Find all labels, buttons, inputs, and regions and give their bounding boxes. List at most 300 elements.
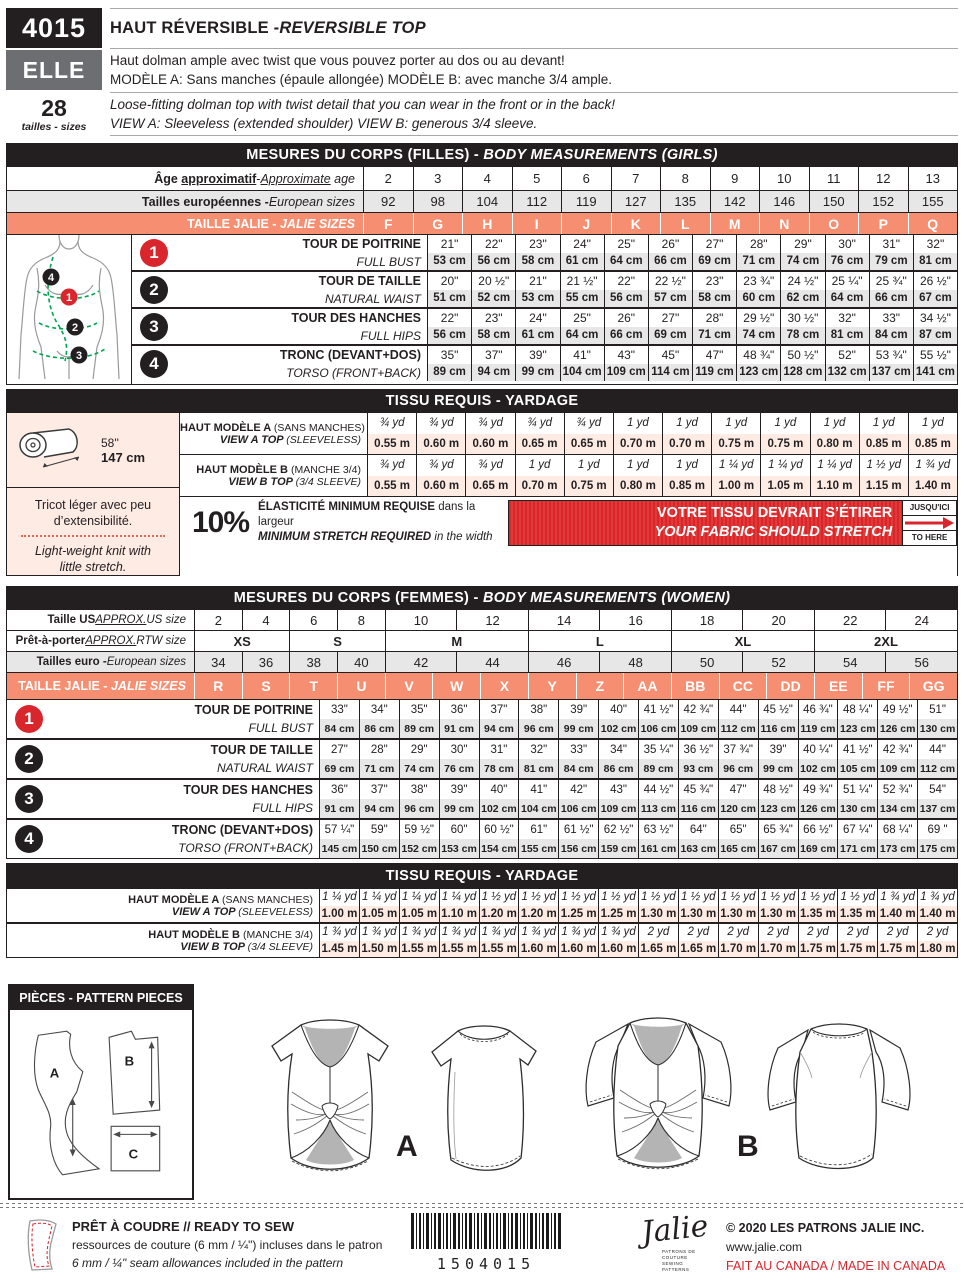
row-label-en: FULL BUST [356, 254, 421, 269]
value-cell: 1 ½ yd 1.30 m [638, 889, 678, 922]
legal-block [726, 1219, 945, 1276]
size-cell: 22 [814, 610, 886, 630]
row-number-badge: 3 [140, 313, 168, 341]
women-measurement-table [6, 700, 958, 859]
value-cell: 39" 99 cm [758, 740, 798, 778]
value-cell: 1 ¾ yd 1.50 m [359, 924, 399, 957]
value-cell: ¾ yd 0.55 m [367, 413, 416, 454]
ready-to-sew-icon [22, 1217, 62, 1273]
view-a-label: A [396, 1130, 418, 1163]
value-cell: 67 ¼" 171 cm [837, 820, 877, 858]
measurement-row-waist [132, 270, 957, 307]
size-cell: 4 [462, 167, 512, 190]
value-cell: 1 ¼ yd 1.00 m [711, 455, 760, 496]
value-cell: 1 ¼ yd 1.05 m [359, 889, 399, 922]
value-cell: 37" 94 cm [359, 780, 399, 818]
size-cell: 12 [858, 167, 908, 190]
value-cell: 40" 102 cm [598, 700, 638, 738]
size-cell: 42 [385, 652, 457, 672]
value-cell: 21" 53 cm [427, 235, 471, 270]
value-cell: 23 ¾" 60 cm [736, 272, 780, 307]
pattern-number-box: 4015 [6, 8, 102, 48]
women-section-title [6, 586, 958, 610]
value-cell: 33" 84 cm [869, 309, 913, 344]
value-cell: 1 yd 0.70 m [515, 455, 564, 496]
size-cell: 8 [660, 167, 710, 190]
value-cell: 1 ½ yd 1.35 m [798, 889, 838, 922]
header-block [6, 8, 958, 136]
value-cell: 48 ¾" 123 cm [736, 346, 780, 381]
value-cell: 25 ¾" 66 cm [869, 272, 913, 307]
row-number-badge: 3 [15, 785, 43, 813]
value-cell: 1 ¼ yd 1.05 m [399, 889, 439, 922]
yardage-row-view-b [180, 455, 957, 497]
value-cell: 28" 71 cm [359, 740, 399, 778]
value-cell: 36 ½" 93 cm [678, 740, 718, 778]
value-cell: 2 yd 1.70 m [758, 924, 798, 957]
value-cell: 1 ½ yd 1.20 m [479, 889, 519, 922]
row-values [319, 740, 957, 778]
value-cell: 1 yd 0.80 m [613, 455, 662, 496]
value-cell: 1 yd 0.75 m [760, 413, 809, 454]
yardage-values [367, 455, 957, 496]
size-cell: 4 [242, 610, 290, 630]
stretch-gauge-box [508, 500, 903, 546]
size-cell: I [512, 213, 562, 234]
value-cell: 45 ¾" 116 cm [678, 780, 718, 818]
value-cell: 22" 56 cm [604, 272, 648, 307]
value-cell: ¾ yd 0.60 m [465, 413, 514, 454]
yardage-row-label: HAUT MODÈLE A (SANS MANCHES) VIEW A TOP (SLEEVELESS) [180, 421, 365, 446]
size-cell: H [462, 213, 512, 234]
row-label-fr: TOUR DE POITRINE [302, 236, 421, 251]
value-cell: 59" 150 cm [359, 820, 399, 858]
value-cell: ¾ yd 0.55 m [367, 455, 416, 496]
fabric-note-en: Light-weight knit with little stretch. [34, 544, 152, 574]
value-cell: 28" 71 cm [692, 309, 736, 344]
barcode-bars [411, 1213, 561, 1249]
value-cell: 34 ½" 87 cm [913, 309, 957, 344]
value-cell: 1 ¼ yd 1.00 m [319, 889, 359, 922]
size-cell: 40 [337, 652, 385, 672]
girls-size-header [6, 167, 958, 235]
value-cell: 44 ½" 113 cm [638, 780, 678, 818]
yardage-row-label: HAUT MODÈLE B (MANCHE 3/4) VIEW B TOP (3/4 SLEEVE) [148, 928, 313, 953]
stretch-requirement [180, 497, 957, 548]
made-in-text: FAIT AU CANADA / MADE IN CANADA [726, 1259, 946, 1273]
value-cell: 45" 114 cm [648, 346, 692, 381]
value-cell: 32" 81 cm [825, 309, 869, 344]
value-cell: 53 ¾" 137 cm [869, 346, 913, 381]
header-right-column [110, 8, 958, 136]
value-cell: 42 ¾" 109 cm [877, 740, 917, 778]
value-cell: ¾ yd 0.60 m [416, 413, 465, 454]
value-cell: 42 ¾" 109 cm [678, 700, 718, 738]
value-cell: 29" 74 cm [780, 235, 824, 270]
jalie-logo [639, 1208, 711, 1273]
fabric-info-panel [7, 413, 180, 576]
size-cell: 150 [809, 191, 859, 212]
value-cell: 61 ½" 156 cm [558, 820, 598, 858]
yardage-values [367, 413, 957, 454]
size-cell: F [363, 213, 413, 234]
size-cell: 46 [528, 652, 600, 672]
barcode [408, 1213, 564, 1273]
women-yardage-title: TISSU REQUIS - YARDAGE [6, 863, 958, 889]
row-values [427, 309, 957, 344]
view-b-front-illustration [576, 1006, 741, 1186]
value-cell: 1 ¾ yd 1.55 m [439, 924, 479, 957]
size-cell: 2 [194, 610, 242, 630]
value-cell: 2 yd 1.75 m [798, 924, 838, 957]
view-b-back-illustration [754, 1010, 924, 1186]
value-cell: 2 yd 1.65 m [638, 924, 678, 957]
stretch-gauge-en: YOUR FABRIC SHOULD STRETCH [654, 523, 893, 540]
header-left-column [6, 8, 102, 136]
size-cell: X [480, 673, 528, 699]
size-cell: M [710, 213, 760, 234]
girls-measurements-section [6, 143, 958, 385]
size-cell: 10 [385, 610, 457, 630]
size-cell: N [759, 213, 809, 234]
value-cell: 22" 56 cm [471, 235, 515, 270]
value-cell: 1 ½ yd 1.35 m [837, 889, 877, 922]
value-cell: 27" 69 cm [319, 740, 359, 778]
value-cell: 39" 99 cm [515, 346, 559, 381]
value-cell: 1 ¾ yd 1.60 m [558, 924, 598, 957]
size-cell: O [809, 213, 859, 234]
women-size-header [6, 610, 958, 700]
value-cell: 1 ½ yd 1.15 m [859, 455, 908, 496]
size-cell: BB [671, 673, 719, 699]
value-cell: 37 ¾" 96 cm [718, 740, 758, 778]
measurement-row-bust [132, 235, 957, 270]
fabric-note [7, 488, 179, 575]
size-cell: K [611, 213, 661, 234]
value-cell: 65" 165 cm [718, 820, 758, 858]
size-count-box [6, 90, 102, 136]
size-cell: S [289, 631, 384, 651]
size-cell: 6 [561, 167, 611, 190]
jalie-logo-subtitle: PATRONS DE COUTURE SEWING PATTERNS [662, 1249, 696, 1272]
value-cell: 65 ¾" 167 cm [758, 820, 798, 858]
row-values [319, 700, 957, 738]
value-cell: 1 yd 0.70 m [613, 413, 662, 454]
value-cell: 50 ½" 128 cm [780, 346, 824, 381]
description-fr [110, 49, 958, 93]
size-count-caption: tailles - sizes [21, 121, 87, 133]
value-cell: 41" 104 cm [518, 780, 558, 818]
girls-measurement-rows [132, 235, 957, 384]
value-cell: 27" 69 cm [648, 309, 692, 344]
size-cell: 11 [809, 167, 859, 190]
value-cell: 29" 74 cm [399, 740, 439, 778]
stretch-target-box [903, 500, 957, 546]
size-cell: Y [528, 673, 576, 699]
value-cell: 1 ½ yd 1.30 m [678, 889, 718, 922]
value-cell: 1 ¾ yd 1.60 m [598, 924, 638, 957]
row-number-badge: 1 [15, 705, 43, 733]
size-cell: Q [908, 213, 958, 234]
girls-title-en: BODY MEASUREMENTS (GIRLS) [483, 147, 718, 163]
size-cell: 8 [337, 610, 385, 630]
view-a-front-illustration [256, 1008, 404, 1186]
size-cell: 104 [462, 191, 512, 212]
size-cell: T [289, 673, 337, 699]
value-cell: 1 ¾ yd 1.45 m [319, 924, 359, 957]
size-cell: 14 [528, 610, 600, 630]
value-cell: 26" 66 cm [604, 309, 648, 344]
value-cell: 1 ¾ yd 1.40 m [917, 889, 957, 922]
row-label-en: FULL HIPS [252, 801, 313, 815]
size-cell: L [660, 213, 710, 234]
row-values [427, 235, 957, 270]
value-cell: 23" 58 cm [471, 309, 515, 344]
stretch-percentage: 10% [192, 505, 250, 539]
size-cell: 18 [671, 610, 743, 630]
piece-b-label: B [124, 1053, 135, 1069]
women-euro-sizes-row [7, 652, 957, 673]
value-cell: 1 ¼ yd 1.10 m [810, 455, 859, 496]
measurement-row-hips [7, 778, 957, 818]
fabric-width-cm: 147 cm [101, 449, 146, 465]
value-cell: 38" 96 cm [399, 780, 439, 818]
size-cell: 5 [512, 167, 562, 190]
body-diagram [7, 235, 132, 384]
diagram-badge-2: 2 [71, 322, 79, 334]
value-cell: 1 yd 0.80 m [810, 413, 859, 454]
size-cell: FF [862, 673, 910, 699]
girls-measurement-table [6, 235, 958, 385]
size-cell: U [337, 673, 385, 699]
row-label-fr: TRONC (DEVANT+DOS) [171, 823, 313, 837]
value-cell: ¾ yd 0.65 m [465, 455, 514, 496]
value-cell: 39" 99 cm [439, 780, 479, 818]
view-b-label: B [737, 1130, 759, 1163]
value-cell: 43" 109 cm [604, 346, 648, 381]
value-cell: 1 ½ yd 1.25 m [598, 889, 638, 922]
row-label-fr: TOUR DE TAILLE [318, 273, 421, 288]
euro-sizes-row [7, 191, 957, 213]
value-cell: 27" 69 cm [692, 235, 736, 270]
size-cell: P [858, 213, 908, 234]
value-cell: 64" 163 cm [678, 820, 718, 858]
stretch-target-fr: JUSQU'ICI [903, 501, 956, 516]
value-cell: 22 ½" 57 cm [648, 272, 692, 307]
value-cell: 1 ¼ yd 1.10 m [439, 889, 479, 922]
size-cell: 44 [456, 652, 528, 672]
description-en-line1: Loose-fitting dolman top with twist detail that you can wear in the front or in the back! [110, 96, 616, 112]
value-cell: 32" 81 cm [518, 740, 558, 778]
row-values [427, 346, 957, 381]
measurement-row-hips [132, 307, 957, 344]
size-cell: 7 [611, 167, 661, 190]
row-values [427, 272, 957, 307]
tear-line [0, 1203, 964, 1208]
fabric-roll-icon [17, 425, 95, 475]
value-cell: 51" 130 cm [917, 700, 957, 738]
women-yardage-table [6, 889, 958, 958]
value-cell: 2 yd 1.70 m [718, 924, 758, 957]
value-cell: 25" 64 cm [560, 309, 604, 344]
size-cell: 152 [858, 191, 908, 212]
value-cell: 31" 79 cm [869, 235, 913, 270]
value-cell: 49 ½" 126 cm [877, 700, 917, 738]
row-number-badge: 4 [15, 825, 43, 853]
value-cell: 23" 58 cm [692, 272, 736, 307]
size-cell: M [385, 631, 528, 651]
stretch-arrow-icon [903, 517, 955, 529]
piece-a-label: A [49, 1065, 60, 1081]
value-cell: 46 ¾" 119 cm [798, 700, 838, 738]
value-cell: 30" 76 cm [439, 740, 479, 778]
value-cell: 43" 109 cm [598, 780, 638, 818]
value-cell: 1 yd 0.85 m [662, 455, 711, 496]
value-cell: 44" 112 cm [917, 740, 957, 778]
value-cell: 20" 51 cm [427, 272, 471, 307]
row-label-fr: TOUR DES HANCHES [291, 310, 421, 325]
size-cell: 36 [242, 652, 290, 672]
value-cell: 69 " 175 cm [917, 820, 957, 858]
measurement-row-torso [132, 344, 957, 381]
value-cell: 1 yd 0.75 m [564, 455, 613, 496]
value-cell: 45 ½" 116 cm [758, 700, 798, 738]
value-cell: 1 ¾ yd 1.40 m [908, 455, 957, 496]
yardage-row-label: HAUT MODÈLE A (SANS MANCHES) VIEW A TOP (SLEEVELESS) [128, 893, 313, 918]
women-jalie-row-label: TAILLE JALIE - JALIE SIZES [18, 679, 186, 693]
value-cell: 60" 153 cm [439, 820, 479, 858]
value-cell: 2 yd 1.80 m [917, 924, 957, 957]
value-cell: 63 ½" 161 cm [638, 820, 678, 858]
view-a-back-illustration [414, 1012, 554, 1184]
row-label-en: FULL HIPS [360, 328, 421, 343]
girls-title-fr: MESURES DU CORPS (FILLES) - [246, 147, 484, 163]
value-cell: 33" 84 cm [558, 740, 598, 778]
row-label-en: FULL BUST [248, 721, 313, 735]
size-cell: L [528, 631, 671, 651]
value-cell: 26" 66 cm [648, 235, 692, 270]
value-cell: ¾ yd 0.65 m [564, 413, 613, 454]
value-cell: 47" 120 cm [718, 780, 758, 818]
pattern-title [110, 9, 958, 49]
value-cell: 51 ¼" 130 cm [837, 780, 877, 818]
size-cell: Z [576, 673, 624, 699]
size-cell: 16 [599, 610, 671, 630]
value-cell: 52" 132 cm [825, 346, 869, 381]
value-cell: 2 yd 1.75 m [837, 924, 877, 957]
fabric-width-inches: 58'' [101, 435, 119, 450]
us-row-label: Taille US APPROX. US size [47, 614, 186, 626]
women-title-en: BODY MEASUREMENTS (WOMEN) [482, 590, 731, 606]
value-cell: 1 ¾ yd 1.55 m [399, 924, 439, 957]
row-number-badge: 2 [15, 745, 43, 773]
size-cell: 92 [363, 191, 413, 212]
row-label-en: TORSO (FRONT+BACK) [286, 365, 421, 380]
yardage-row-view-a [180, 413, 957, 455]
value-cell: 1 ½ yd 1.25 m [558, 889, 598, 922]
value-cell: 20 ½" 52 cm [471, 272, 515, 307]
size-cell: 38 [289, 652, 337, 672]
size-cell: 112 [512, 191, 562, 212]
value-cell: 49 ¾" 126 cm [798, 780, 838, 818]
pattern-title-en: REVERSIBLE TOP [279, 19, 426, 37]
jalie-sizes-row [7, 213, 957, 234]
size-cell: 98 [413, 191, 463, 212]
value-cell: 1 ¾ yd 1.40 m [877, 889, 917, 922]
value-cell: 25" 64 cm [604, 235, 648, 270]
size-cell: 12 [456, 610, 528, 630]
value-cell: 33" 84 cm [319, 700, 359, 738]
diagram-badge-4: 4 [47, 272, 55, 284]
girls-yardage-table [6, 413, 958, 576]
women-yardage-section [6, 863, 958, 958]
value-cell: 54" 137 cm [917, 780, 957, 818]
size-cell: 135 [660, 191, 710, 212]
yardage-row-label: HAUT MODÈLE B (MANCHE 3/4) VIEW B TOP (3/4 SLEEVE) [196, 463, 361, 488]
value-cell: 41" 104 cm [560, 346, 604, 381]
size-cell: 34 [194, 652, 242, 672]
seam-allowance-fr: ressources de couture (6 mm / ¼") incluses dans le patron [72, 1238, 383, 1252]
size-cell: 52 [742, 652, 814, 672]
diagram-badge-1: 1 [65, 292, 73, 304]
value-cell: 32" 81 cm [913, 235, 957, 270]
illustrations-section [0, 958, 964, 1198]
stretch-target-en: TO HERE [903, 530, 956, 545]
size-cell: 6 [289, 610, 337, 630]
size-cell: EE [814, 673, 862, 699]
pattern-pieces-title: PIÈCES - PATTERN PIECES [10, 986, 192, 1010]
value-cell: 1 ¾ yd 1.55 m [479, 924, 519, 957]
value-cell: ¾ yd 0.65 m [515, 413, 564, 454]
size-cell: 10 [759, 167, 809, 190]
row-label-fr: TRONC (DEVANT+DOS) [279, 347, 421, 362]
value-cell: 26 ½" 67 cm [913, 272, 957, 307]
value-cell: 60 ½" 154 cm [479, 820, 519, 858]
value-cell: 24" 61 cm [515, 309, 559, 344]
size-cell: CC [719, 673, 767, 699]
size-count: 28 [41, 95, 67, 121]
value-cell: 36" 91 cm [439, 700, 479, 738]
girls-yardage-title: TISSU REQUIS - YARDAGE [6, 389, 958, 413]
size-cell: 155 [908, 191, 958, 212]
value-cell: 1 ½ yd 1.30 m [718, 889, 758, 922]
size-cell: G [413, 213, 463, 234]
row-number-badge: 4 [140, 350, 168, 378]
value-cell: 1 yd 0.85 m [859, 413, 908, 454]
footer [0, 1203, 964, 1284]
yardage-row-view-a [7, 889, 957, 923]
value-cell: 1 yd 0.75 m [711, 413, 760, 454]
size-cell: 50 [671, 652, 743, 672]
value-cell: 31" 78 cm [479, 740, 519, 778]
size-cell: 146 [759, 191, 809, 212]
value-cell: 35" 89 cm [399, 700, 439, 738]
copyright-text: © 2020 LES PATRONS JALIE INC. [726, 1221, 925, 1235]
row-label-en: NATURAL WAIST [216, 761, 313, 775]
pattern-title-fr: HAUT RÉVERSIBLE - [110, 19, 280, 37]
girls-yardage-section [6, 389, 958, 576]
size-cell: AA [623, 673, 671, 699]
size-cell: GG [909, 673, 957, 699]
value-cell: 39" 99 cm [558, 700, 598, 738]
value-cell: 1 ½ yd 1.30 m [758, 889, 798, 922]
size-cell: W [432, 673, 480, 699]
size-cell: 2 [363, 167, 413, 190]
jalie-row-label: TAILLE JALIE - JALIE SIZES [187, 216, 355, 231]
stretch-gauge-fr: VOTRE TISSU DEVRAIT S’ÉTIRER [657, 504, 893, 521]
measurement-row-torso [7, 818, 957, 858]
body-diagram-illustration [7, 235, 131, 379]
